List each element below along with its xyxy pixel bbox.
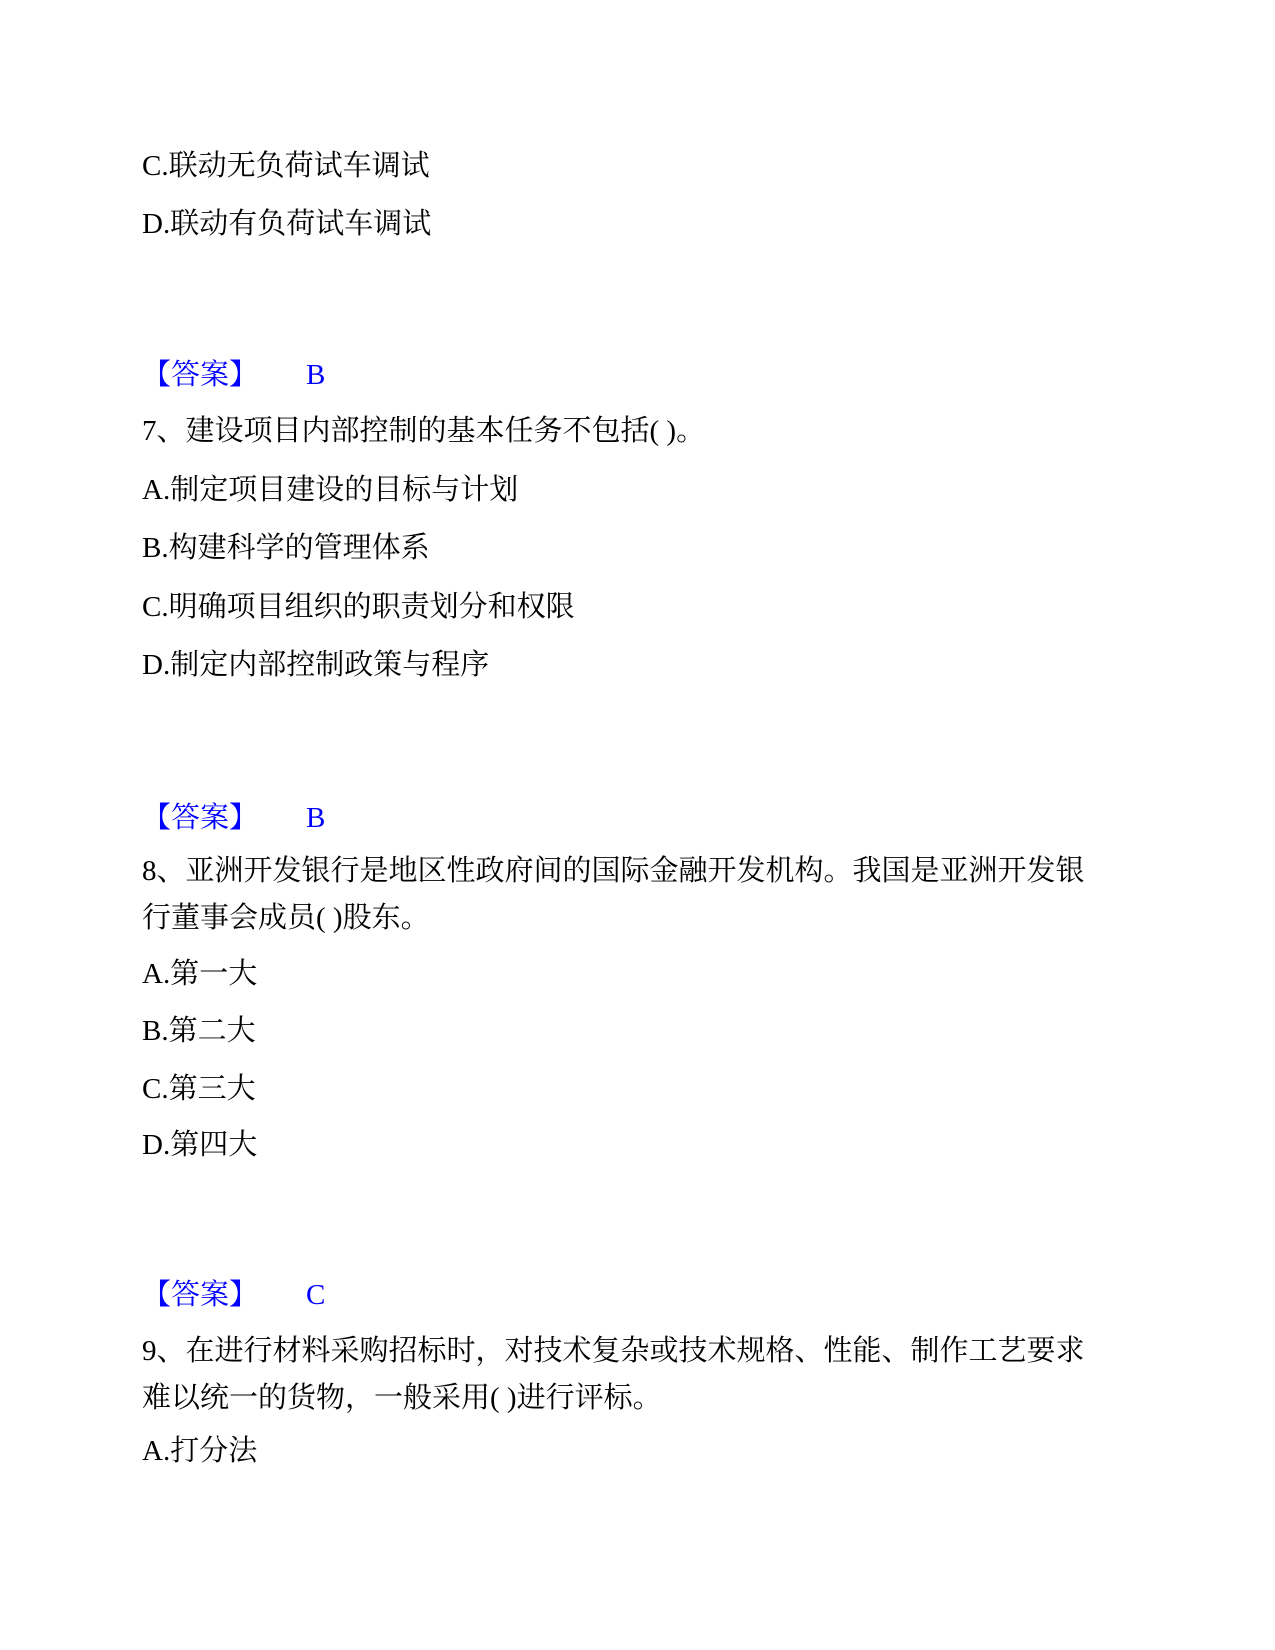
- q6-answer-label: 【答案】: [142, 359, 259, 391]
- q8-option-d: D.第四大: [142, 1129, 258, 1161]
- q7-option-c: C.明确项目组织的职责划分和权限: [142, 591, 575, 623]
- q8-option-a: A.第一大: [142, 958, 258, 990]
- q7-answer-label: 【答案】: [142, 802, 259, 834]
- q8-option-c: C.第三大: [142, 1073, 256, 1105]
- q7-option-d: D.制定内部控制政策与程序: [142, 649, 490, 681]
- q8-stem: 8、亚洲开发银行是地区性政府间的国际金融开发机构。我国是亚洲开发银行董事会成员( )股东。: [142, 855, 1085, 934]
- q7-stem: 7、建设项目内部控制的基本任务不包括( )。: [142, 415, 706, 447]
- q8-answer-label: 【答案】: [142, 1279, 259, 1311]
- q6-answer-value: B: [306, 359, 326, 391]
- q9-option-a: A.打分法: [142, 1435, 258, 1467]
- q6-option-d: D.联动有负荷试车调试: [142, 208, 432, 240]
- q9-stem: 9、在进行材料采购招标时，对技术复杂或技术规格、性能、制作工艺要求难以统一的货物，一般采用( )进行评标。: [142, 1335, 1085, 1414]
- q8-answer-value: C: [306, 1279, 326, 1311]
- q6-answer-line: [142, 352, 1099, 399]
- q6-option-c: C.联动无负荷试车调试: [142, 150, 430, 182]
- q8-option-b: B.第二大: [142, 1015, 256, 1047]
- q7-option-b: B.构建科学的管理体系: [142, 532, 430, 564]
- q7-option-a: A.制定项目建设的目标与计划: [142, 474, 519, 506]
- q7-answer-value: B: [306, 802, 326, 834]
- q7-answer-line: [142, 795, 1099, 842]
- q8-answer-line: [142, 1272, 1099, 1319]
